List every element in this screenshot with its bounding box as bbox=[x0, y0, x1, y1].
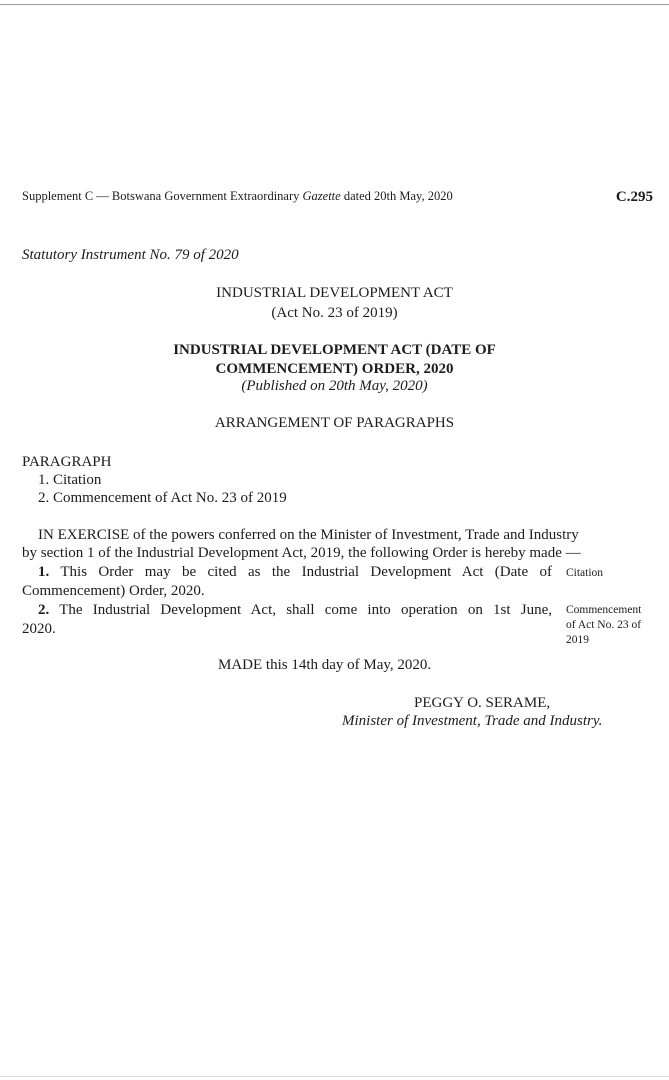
margin-note-commencement-line-1: Commencement bbox=[566, 604, 642, 616]
paragraph-label: PARAGRAPH bbox=[22, 454, 112, 470]
order-title-line-1: INDUSTRIAL DEVELOPMENT ACT (DATE OF bbox=[173, 342, 496, 358]
gazette-header-prefix: Supplement C — Botswana Government Extraordinary bbox=[22, 189, 303, 203]
page-number: C.295 bbox=[615, 189, 653, 205]
arrangement-heading: ARRANGEMENT OF PARAGRAPHS bbox=[214, 415, 455, 431]
paragraph-1-line-2: Commencement) Order, 2020. bbox=[22, 583, 205, 599]
gazette-header-suffix: dated 20th May, 2020 bbox=[340, 189, 453, 203]
act-title: INDUSTRIAL DEVELOPMENT ACT bbox=[216, 285, 453, 301]
margin-note-citation: Citation bbox=[566, 567, 604, 579]
statutory-instrument-number: Statutory Instrument No. 79 of 2020 bbox=[22, 247, 239, 263]
preamble-line-1: IN EXERCISE of the powers conferred on the Minister of Investment, Trade and Industry bbox=[38, 527, 579, 543]
paragraph-2-line-2: 2020. bbox=[22, 621, 56, 637]
toc-item-citation: 1. Citation bbox=[38, 472, 102, 488]
paragraph-2-line-1 bbox=[38, 602, 552, 619]
paragraph-1-number: 1. bbox=[38, 564, 50, 580]
paragraph-1-line-1 bbox=[38, 564, 552, 581]
gazette-word: Gazette bbox=[302, 189, 341, 203]
margin-note-commencement-line-3: 2019 bbox=[566, 634, 589, 646]
paragraph-2-number: 2. bbox=[38, 602, 50, 618]
preamble-line-2: by section 1 of the Industrial Development Act, 2019, the following Order is hereby made — bbox=[22, 545, 581, 561]
paragraph-2-text: The Industrial Development Act, shall come into operation on 1st June, bbox=[59, 602, 552, 618]
margin-note-commencement-line-2: of Act No. 23 of bbox=[566, 619, 642, 631]
top-border-line bbox=[0, 4, 669, 5]
gazette-header bbox=[22, 189, 453, 204]
bottom-border-line bbox=[0, 1076, 669, 1077]
paragraph-1-text: This Order may be cited as the Industrial Development Act (Date of bbox=[60, 564, 552, 580]
signatory-name: PEGGY O. SERAME, bbox=[414, 695, 551, 711]
order-title bbox=[0, 341, 669, 379]
signatory-title: Minister of Investment, Trade and Industry. bbox=[342, 713, 603, 729]
act-number: (Act No. 23 of 2019) bbox=[271, 305, 398, 321]
order-title-line-2: COMMENCEMENT) ORDER, 2020 bbox=[215, 361, 454, 377]
toc-item-commencement: 2. Commencement of Act No. 23 of 2019 bbox=[38, 490, 287, 506]
publication-date: (Published on 20th May, 2020) bbox=[241, 378, 428, 394]
made-date: MADE this 14th day of May, 2020. bbox=[218, 657, 432, 673]
